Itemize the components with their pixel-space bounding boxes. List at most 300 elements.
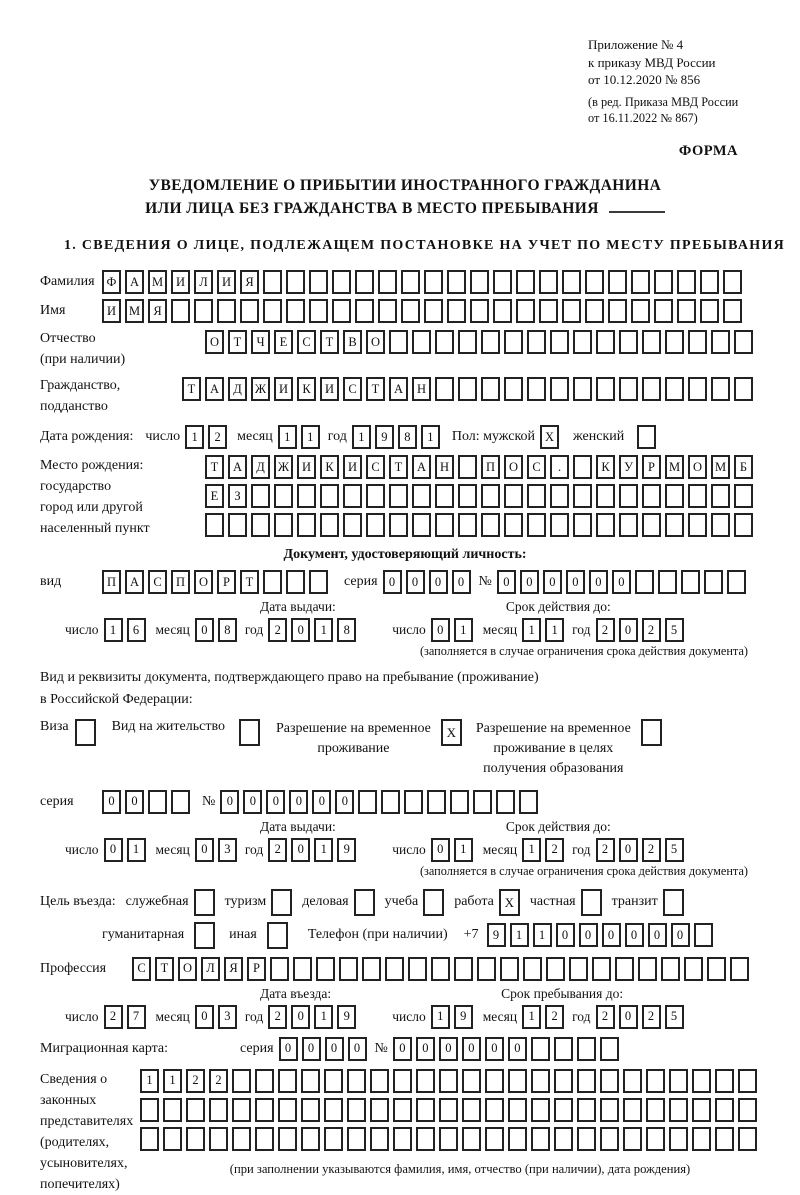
char-cell[interactable] <box>470 299 489 323</box>
char-cell[interactable] <box>608 270 627 294</box>
char-cell[interactable] <box>194 889 215 916</box>
char-cell[interactable]: 5 <box>665 618 684 642</box>
char-cell[interactable] <box>554 1098 573 1122</box>
char-cell[interactable]: 2 <box>186 1069 205 1093</box>
char-cell[interactable] <box>734 377 753 401</box>
char-cell[interactable]: И <box>320 377 339 401</box>
char-cell[interactable] <box>447 299 466 323</box>
char-cell[interactable] <box>715 1069 734 1093</box>
char-cell[interactable] <box>692 1069 711 1093</box>
char-cell[interactable] <box>550 484 569 508</box>
char-cell[interactable] <box>711 377 730 401</box>
char-cell[interactable]: А <box>228 455 247 479</box>
char-cell[interactable] <box>447 270 466 294</box>
char-cell[interactable]: 0 <box>291 1005 310 1029</box>
char-cell[interactable] <box>504 330 523 354</box>
char-cell[interactable]: 2 <box>596 838 615 862</box>
char-cell[interactable] <box>600 1037 619 1061</box>
char-cell[interactable] <box>370 1069 389 1093</box>
char-cell[interactable]: Т <box>366 377 385 401</box>
char-cell[interactable] <box>458 377 477 401</box>
char-cell[interactable]: 0 <box>104 838 123 862</box>
char-cell[interactable]: Ф <box>102 270 121 294</box>
char-cell[interactable] <box>504 377 523 401</box>
char-cell[interactable]: Ж <box>251 377 270 401</box>
char-cell[interactable]: 0 <box>619 1005 638 1029</box>
char-cell[interactable]: А <box>125 270 144 294</box>
char-cell[interactable]: 2 <box>268 838 287 862</box>
char-cell[interactable]: Р <box>642 455 661 479</box>
char-cell[interactable] <box>527 330 546 354</box>
char-cell[interactable] <box>496 790 515 814</box>
char-cell[interactable]: 0 <box>671 923 690 947</box>
char-cell[interactable]: 1 <box>314 1005 333 1029</box>
char-cell[interactable] <box>424 270 443 294</box>
char-cell[interactable] <box>665 377 684 401</box>
char-cell[interactable] <box>573 330 592 354</box>
char-cell[interactable] <box>734 513 753 537</box>
char-cell[interactable]: 0 <box>243 790 262 814</box>
char-cell[interactable]: 7 <box>127 1005 146 1029</box>
char-cell[interactable]: 0 <box>279 1037 298 1061</box>
char-cell[interactable] <box>389 330 408 354</box>
char-cell[interactable] <box>232 1127 251 1151</box>
char-cell[interactable]: 1 <box>104 618 123 642</box>
char-cell[interactable]: 8 <box>398 425 417 449</box>
char-cell[interactable]: 0 <box>406 570 425 594</box>
char-cell[interactable]: П <box>171 570 190 594</box>
char-cell[interactable] <box>504 484 523 508</box>
char-cell[interactable] <box>278 1098 297 1122</box>
char-cell[interactable] <box>435 484 454 508</box>
char-cell[interactable]: 3 <box>218 1005 237 1029</box>
char-cell[interactable] <box>404 790 423 814</box>
char-cell[interactable]: 0 <box>302 1037 321 1061</box>
char-cell[interactable]: 0 <box>348 1037 367 1061</box>
char-cell[interactable]: 1 <box>421 425 440 449</box>
char-cell[interactable] <box>393 1069 412 1093</box>
char-cell[interactable]: 0 <box>431 618 450 642</box>
char-cell[interactable] <box>251 484 270 508</box>
char-cell[interactable] <box>332 270 351 294</box>
char-cell[interactable] <box>546 957 565 981</box>
char-cell[interactable] <box>658 570 677 594</box>
char-cell[interactable] <box>301 1127 320 1151</box>
char-cell[interactable]: 1 <box>522 1005 541 1029</box>
char-cell[interactable]: И <box>217 270 236 294</box>
char-cell[interactable] <box>263 270 282 294</box>
char-cell[interactable] <box>681 570 700 594</box>
char-cell[interactable] <box>462 1127 481 1151</box>
char-cell[interactable] <box>527 377 546 401</box>
char-cell[interactable] <box>688 484 707 508</box>
char-cell[interactable]: Я <box>240 270 259 294</box>
char-cell[interactable] <box>431 957 450 981</box>
char-cell[interactable]: 2 <box>545 838 564 862</box>
char-cell[interactable] <box>531 1127 550 1151</box>
char-cell[interactable]: 0 <box>195 1005 214 1029</box>
char-cell[interactable]: 0 <box>485 1037 504 1061</box>
char-cell[interactable] <box>309 299 328 323</box>
char-cell[interactable] <box>354 889 375 916</box>
char-cell[interactable] <box>347 1069 366 1093</box>
char-cell[interactable] <box>255 1127 274 1151</box>
char-cell[interactable] <box>286 570 305 594</box>
char-cell[interactable]: О <box>178 957 197 981</box>
char-cell[interactable] <box>450 790 469 814</box>
char-cell[interactable] <box>704 570 723 594</box>
char-cell[interactable]: М <box>665 455 684 479</box>
char-cell[interactable] <box>573 455 592 479</box>
char-cell[interactable]: 0 <box>195 618 214 642</box>
char-cell[interactable] <box>435 513 454 537</box>
char-cell[interactable]: Н <box>435 455 454 479</box>
char-cell[interactable] <box>661 957 680 981</box>
char-cell[interactable] <box>458 484 477 508</box>
char-cell[interactable] <box>577 1127 596 1151</box>
char-cell[interactable] <box>711 513 730 537</box>
char-cell[interactable] <box>320 484 339 508</box>
char-cell[interactable]: Д <box>251 455 270 479</box>
char-cell[interactable] <box>75 719 96 746</box>
char-cell[interactable] <box>163 1127 182 1151</box>
char-cell[interactable] <box>631 299 650 323</box>
char-cell[interactable] <box>573 484 592 508</box>
char-cell[interactable]: У <box>619 455 638 479</box>
char-cell[interactable] <box>577 1069 596 1093</box>
char-cell[interactable] <box>730 957 749 981</box>
char-cell[interactable]: К <box>596 455 615 479</box>
char-cell[interactable] <box>600 1127 619 1151</box>
char-cell[interactable] <box>343 484 362 508</box>
char-cell[interactable]: 0 <box>220 790 239 814</box>
char-cell[interactable]: 1 <box>127 838 146 862</box>
char-cell[interactable] <box>615 957 634 981</box>
char-cell[interactable] <box>531 1037 550 1061</box>
char-cell[interactable] <box>255 1069 274 1093</box>
char-cell[interactable]: 0 <box>566 570 585 594</box>
char-cell[interactable] <box>635 570 654 594</box>
char-cell[interactable] <box>619 377 638 401</box>
char-cell[interactable] <box>301 1098 320 1122</box>
char-cell[interactable] <box>654 270 673 294</box>
char-cell[interactable]: И <box>171 270 190 294</box>
char-cell[interactable] <box>316 957 335 981</box>
char-cell[interactable]: 0 <box>579 923 598 947</box>
char-cell[interactable]: З <box>228 484 247 508</box>
char-cell[interactable]: С <box>148 570 167 594</box>
char-cell[interactable] <box>163 1098 182 1122</box>
char-cell[interactable]: 1 <box>522 838 541 862</box>
char-cell[interactable] <box>309 570 328 594</box>
char-cell[interactable] <box>424 299 443 323</box>
char-cell[interactable] <box>324 1098 343 1122</box>
char-cell[interactable] <box>654 299 673 323</box>
char-cell[interactable]: Б <box>734 455 753 479</box>
char-cell[interactable] <box>278 1127 297 1151</box>
char-cell[interactable] <box>416 1098 435 1122</box>
char-cell[interactable] <box>700 299 719 323</box>
char-cell[interactable]: 0 <box>520 570 539 594</box>
char-cell[interactable]: Т <box>240 570 259 594</box>
char-cell[interactable] <box>738 1098 757 1122</box>
char-cell[interactable]: 0 <box>439 1037 458 1061</box>
char-cell[interactable]: . <box>550 455 569 479</box>
char-cell[interactable] <box>378 299 397 323</box>
char-cell[interactable] <box>523 957 542 981</box>
char-cell[interactable] <box>592 957 611 981</box>
char-cell[interactable] <box>585 299 604 323</box>
char-cell[interactable]: А <box>205 377 224 401</box>
char-cell[interactable] <box>734 484 753 508</box>
char-cell[interactable]: А <box>412 455 431 479</box>
char-cell[interactable] <box>343 513 362 537</box>
char-cell[interactable]: 2 <box>545 1005 564 1029</box>
char-cell[interactable] <box>562 299 581 323</box>
char-cell[interactable] <box>619 484 638 508</box>
char-cell[interactable] <box>412 484 431 508</box>
char-cell[interactable]: Я <box>224 957 243 981</box>
char-cell[interactable] <box>389 484 408 508</box>
char-cell[interactable] <box>228 513 247 537</box>
char-cell[interactable] <box>677 299 696 323</box>
char-cell[interactable] <box>412 330 431 354</box>
char-cell[interactable]: Н <box>412 377 431 401</box>
char-cell[interactable] <box>416 1127 435 1151</box>
char-cell[interactable] <box>516 270 535 294</box>
char-cell[interactable] <box>707 957 726 981</box>
char-cell[interactable] <box>255 1098 274 1122</box>
char-cell[interactable] <box>738 1069 757 1093</box>
char-cell[interactable] <box>734 330 753 354</box>
char-cell[interactable] <box>531 1069 550 1093</box>
char-cell[interactable] <box>694 923 713 947</box>
char-cell[interactable] <box>642 513 661 537</box>
char-cell[interactable]: Е <box>205 484 224 508</box>
char-cell[interactable]: X <box>499 889 520 916</box>
char-cell[interactable]: 1 <box>163 1069 182 1093</box>
char-cell[interactable] <box>573 377 592 401</box>
char-cell[interactable]: С <box>366 455 385 479</box>
char-cell[interactable] <box>646 1127 665 1151</box>
char-cell[interactable] <box>619 513 638 537</box>
char-cell[interactable] <box>408 957 427 981</box>
char-cell[interactable] <box>297 513 316 537</box>
char-cell[interactable] <box>358 790 377 814</box>
char-cell[interactable] <box>519 790 538 814</box>
char-cell[interactable] <box>711 484 730 508</box>
char-cell[interactable] <box>508 1127 527 1151</box>
char-cell[interactable] <box>389 513 408 537</box>
char-cell[interactable]: М <box>148 270 167 294</box>
char-cell[interactable] <box>738 1127 757 1151</box>
char-cell[interactable]: 0 <box>497 570 516 594</box>
char-cell[interactable]: 1 <box>545 618 564 642</box>
char-cell[interactable] <box>481 484 500 508</box>
char-cell[interactable] <box>723 299 742 323</box>
char-cell[interactable] <box>416 1069 435 1093</box>
char-cell[interactable]: 0 <box>452 570 471 594</box>
char-cell[interactable] <box>539 270 558 294</box>
char-cell[interactable] <box>271 889 292 916</box>
char-cell[interactable] <box>297 484 316 508</box>
char-cell[interactable] <box>267 922 288 949</box>
char-cell[interactable] <box>239 719 260 746</box>
char-cell[interactable] <box>263 570 282 594</box>
char-cell[interactable]: Ж <box>274 455 293 479</box>
char-cell[interactable] <box>293 957 312 981</box>
char-cell[interactable] <box>401 270 420 294</box>
char-cell[interactable]: 0 <box>325 1037 344 1061</box>
char-cell[interactable]: 1 <box>454 838 473 862</box>
char-cell[interactable] <box>347 1098 366 1122</box>
char-cell[interactable]: 0 <box>416 1037 435 1061</box>
char-cell[interactable]: Т <box>205 455 224 479</box>
char-cell[interactable] <box>324 1069 343 1093</box>
char-cell[interactable]: 0 <box>462 1037 481 1061</box>
char-cell[interactable]: 1 <box>522 618 541 642</box>
char-cell[interactable]: 8 <box>218 618 237 642</box>
char-cell[interactable] <box>485 1069 504 1093</box>
char-cell[interactable]: М <box>125 299 144 323</box>
char-cell[interactable]: А <box>389 377 408 401</box>
char-cell[interactable]: К <box>297 377 316 401</box>
char-cell[interactable] <box>458 455 477 479</box>
char-cell[interactable]: Л <box>194 270 213 294</box>
char-cell[interactable] <box>385 957 404 981</box>
char-cell[interactable]: 0 <box>431 838 450 862</box>
char-cell[interactable] <box>458 513 477 537</box>
char-cell[interactable] <box>171 790 190 814</box>
char-cell[interactable] <box>355 270 374 294</box>
char-cell[interactable] <box>669 1069 688 1093</box>
char-cell[interactable]: Д <box>228 377 247 401</box>
char-cell[interactable] <box>217 299 236 323</box>
char-cell[interactable]: 9 <box>375 425 394 449</box>
char-cell[interactable] <box>562 270 581 294</box>
char-cell[interactable]: 0 <box>393 1037 412 1061</box>
char-cell[interactable]: Р <box>217 570 236 594</box>
char-cell[interactable]: 0 <box>266 790 285 814</box>
char-cell[interactable]: 0 <box>102 790 121 814</box>
char-cell[interactable]: 8 <box>337 618 356 642</box>
char-cell[interactable]: О <box>366 330 385 354</box>
char-cell[interactable] <box>301 1069 320 1093</box>
char-cell[interactable] <box>642 330 661 354</box>
char-cell[interactable] <box>423 889 444 916</box>
char-cell[interactable] <box>596 330 615 354</box>
char-cell[interactable] <box>500 957 519 981</box>
char-cell[interactable]: 3 <box>218 838 237 862</box>
char-cell[interactable] <box>677 270 696 294</box>
char-cell[interactable] <box>585 270 604 294</box>
char-cell[interactable] <box>481 330 500 354</box>
char-cell[interactable]: М <box>711 455 730 479</box>
char-cell[interactable] <box>435 377 454 401</box>
char-cell[interactable] <box>623 1098 642 1122</box>
char-cell[interactable] <box>274 484 293 508</box>
char-cell[interactable] <box>669 1098 688 1122</box>
char-cell[interactable] <box>581 889 602 916</box>
char-cell[interactable] <box>324 1127 343 1151</box>
char-cell[interactable]: И <box>274 377 293 401</box>
char-cell[interactable] <box>554 1127 573 1151</box>
char-cell[interactable]: В <box>343 330 362 354</box>
char-cell[interactable] <box>339 957 358 981</box>
char-cell[interactable] <box>347 1127 366 1151</box>
char-cell[interactable] <box>439 1098 458 1122</box>
char-cell[interactable]: 0 <box>625 923 644 947</box>
char-cell[interactable] <box>435 330 454 354</box>
char-cell[interactable]: 1 <box>454 618 473 642</box>
char-cell[interactable]: 0 <box>648 923 667 947</box>
char-cell[interactable]: 0 <box>556 923 575 947</box>
char-cell[interactable]: 0 <box>612 570 631 594</box>
char-cell[interactable] <box>554 1069 573 1093</box>
char-cell[interactable]: 2 <box>596 618 615 642</box>
char-cell[interactable] <box>623 1069 642 1093</box>
char-cell[interactable]: 0 <box>589 570 608 594</box>
char-cell[interactable]: X <box>540 425 559 449</box>
char-cell[interactable] <box>596 377 615 401</box>
char-cell[interactable] <box>550 513 569 537</box>
char-cell[interactable] <box>320 513 339 537</box>
char-cell[interactable]: 0 <box>619 838 638 862</box>
char-cell[interactable] <box>439 1069 458 1093</box>
char-cell[interactable]: С <box>527 455 546 479</box>
char-cell[interactable]: О <box>688 455 707 479</box>
char-cell[interactable] <box>715 1098 734 1122</box>
char-cell[interactable] <box>481 513 500 537</box>
char-cell[interactable] <box>232 1098 251 1122</box>
char-cell[interactable] <box>355 299 374 323</box>
char-cell[interactable]: 5 <box>665 838 684 862</box>
char-cell[interactable] <box>600 1098 619 1122</box>
char-cell[interactable]: Т <box>389 455 408 479</box>
char-cell[interactable] <box>508 1098 527 1122</box>
char-cell[interactable] <box>577 1098 596 1122</box>
char-cell[interactable]: 1 <box>140 1069 159 1093</box>
char-cell[interactable] <box>596 513 615 537</box>
char-cell[interactable] <box>186 1127 205 1151</box>
char-cell[interactable] <box>370 1127 389 1151</box>
char-cell[interactable]: 9 <box>337 1005 356 1029</box>
char-cell[interactable] <box>232 1069 251 1093</box>
char-cell[interactable]: 2 <box>208 425 227 449</box>
char-cell[interactable] <box>270 957 289 981</box>
char-cell[interactable] <box>401 299 420 323</box>
char-cell[interactable] <box>462 1098 481 1122</box>
char-cell[interactable]: 0 <box>125 790 144 814</box>
char-cell[interactable]: 1 <box>510 923 529 947</box>
char-cell[interactable]: 2 <box>596 1005 615 1029</box>
char-cell[interactable]: 0 <box>291 618 310 642</box>
char-cell[interactable]: 0 <box>289 790 308 814</box>
char-cell[interactable] <box>378 270 397 294</box>
char-cell[interactable]: 2 <box>104 1005 123 1029</box>
char-cell[interactable]: 9 <box>337 838 356 862</box>
char-cell[interactable] <box>577 1037 596 1061</box>
char-cell[interactable] <box>715 1127 734 1151</box>
char-cell[interactable] <box>470 270 489 294</box>
char-cell[interactable] <box>381 790 400 814</box>
char-cell[interactable] <box>550 330 569 354</box>
char-cell[interactable] <box>727 570 746 594</box>
char-cell[interactable] <box>366 484 385 508</box>
char-cell[interactable] <box>573 513 592 537</box>
char-cell[interactable] <box>646 1069 665 1093</box>
char-cell[interactable] <box>504 513 523 537</box>
